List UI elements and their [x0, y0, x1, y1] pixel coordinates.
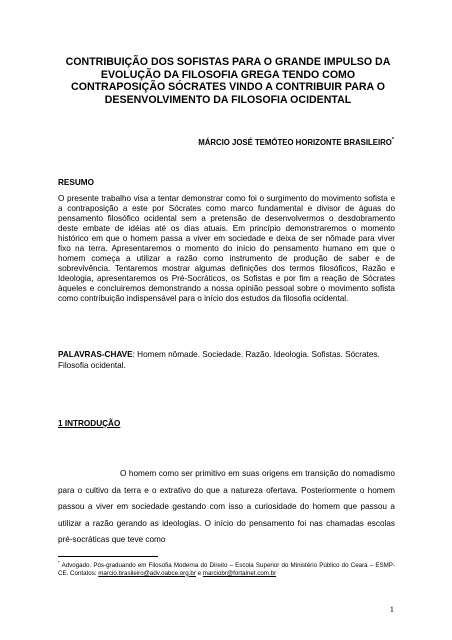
author-footnote-marker: * [391, 137, 394, 143]
keywords-label: PALAVRAS-CHAVE [58, 350, 133, 359]
footnote-email-1[interactable]: marcio.brasileiro@adv.oabce.org.br [98, 569, 196, 577]
keywords-separator: : [132, 350, 135, 359]
author-name: MÁRCIO JOSÉ TEMÓTEO HORIZONTE BRASILEIRO [198, 138, 392, 147]
paper-title: CONTRIBUIÇÃO DOS SOFISTAS PARA O GRANDE IMPULSO DA EVOLUÇÃO DA FILOSOFIA GREGA TENDO COMO CONTRAPOSIÇÃO SÓCRATES VINDO A CONTRIBUIR PARA O DESENVOLVIMENTO DA FILOSOFIA OCIDENTAL [65, 56, 391, 106]
abstract-heading: RESUMO [58, 178, 94, 187]
abstract-text: O presente trabalho visa a tentar demonstrar como foi o surgimento do movimento sofista e a contraposição a este por Sócrates como marco fundamental e divisor de águas do pensamento filosófico ocidental sem a pretensão de desenvolvermos o desdobramento deste embate de idéias até os dias atuais. Em princípio demonstraremos o momento histórico em que o homem passa a viver em sociedade e deixa de ser nômade para viver fixo na terra. Apresentaremos o momento do início do pensamento humano em que o homem começa a utilizar a razão como instrumento de produção de saber e de sobrevivência. Tentaremos mostrar algumas definições dos termos filosóficos, Razão e Ideologia, apresentaremos os Pré-Socráticos, os Sofistas e por fim a reação de Sócrates àqueles e concluiremos demonstrando a nossa opinião pessoal sobre o movimento sofista como contribuição indispensável para o início dos estudos da filosofia ocidental. [58, 194, 395, 303]
keywords-text: Homem nômade. Sociedade. Razão. Ideologia. Sofistas. Sócrates. Filosofia ocidental. [58, 350, 380, 370]
footnote-connector: e [195, 569, 203, 577]
footnote-text: Advogado. Pós-graduando em Filosofia Moderna do Direito – Escola Superior do Ministério Público do Ceará – ESMP-CE. Contatos: [58, 562, 395, 577]
body-paragraph [58, 466, 395, 549]
footnote-separator [58, 556, 158, 557]
keywords [58, 350, 395, 371]
section-heading: 1 INTRODUÇÃO [58, 419, 121, 428]
footnote-marker: * [58, 560, 60, 565]
author-line [198, 137, 394, 147]
footnote [58, 559, 395, 577]
page-number: 1 [389, 604, 394, 614]
body-paragraph-text: O homem como ser primitivo em suas origens em transição do nomadismo para o cultivo da terra e o extrativo do que a natureza ofertava. Posteriormente o homem passou a viver em sociedade gestando com isso a curiosidade do homem que passou a utilizar a razão gerando as ideologias. O início do pensamento foi nas chamadas escolas pré-socráticas que teve como [58, 469, 395, 544]
footnote-email-2[interactable]: marciobr@fortalnet.com.br [202, 569, 277, 577]
